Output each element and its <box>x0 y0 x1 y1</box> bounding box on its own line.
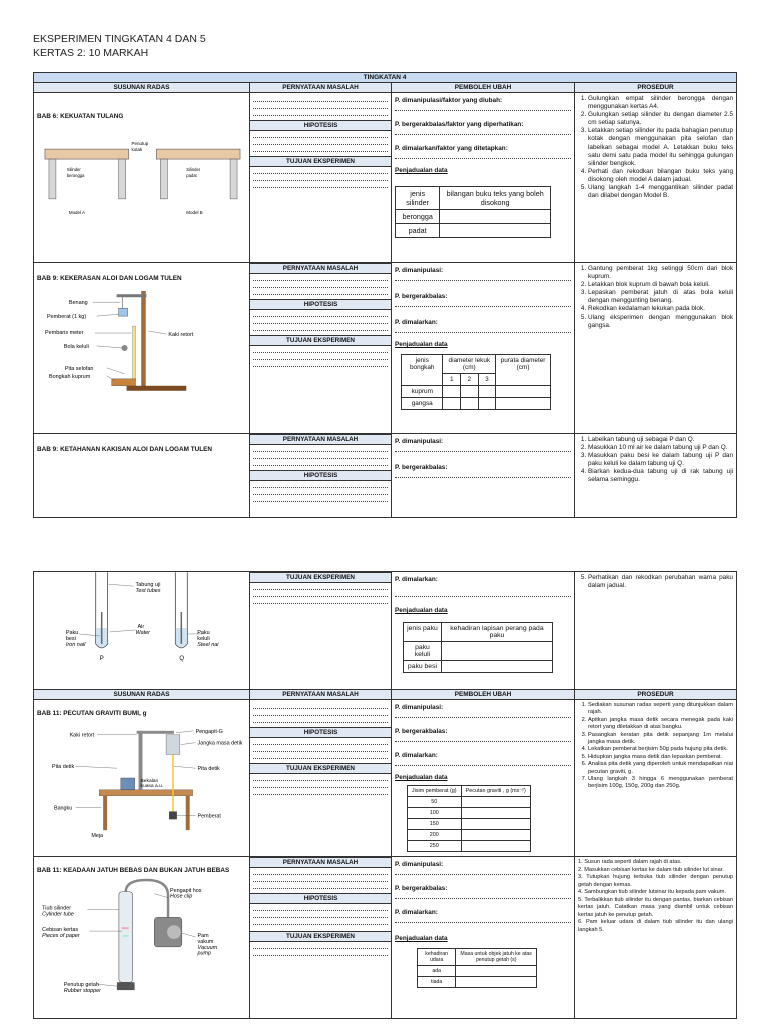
prosedur-list <box>578 95 733 200</box>
prosedur-step: 5. Ulang langkah 1-4 menggantikan silinder padat dan dilabel dengan Model B. <box>588 184 733 200</box>
fig-label-pita-detik: Pita detik <box>197 766 220 773</box>
fig-label-tabung: Tabung uji <box>135 582 161 589</box>
prosedur-step: 3. Pasangkan keratan pita detik sepanjang 1m melalui jangka masa detik. <box>588 732 733 747</box>
fig-label-paku: Paku <box>197 629 210 636</box>
pu-manipulasi: P. dimanipulasi: <box>395 267 444 274</box>
pu-bergerakbalas: P. bergerakbalas: <box>395 728 448 735</box>
prosedur-step: 7. Ulang langkah 3 hingga 6 menggunakan pemberat berjisim 100g, 150g, 200g dan 250g. <box>588 776 733 791</box>
fig-label-bangku: Bangku <box>53 805 73 812</box>
fig-label-kotak: kotak <box>131 147 143 153</box>
experiment-table-2 <box>33 571 737 1019</box>
prosedur-step: 3. Tutupkan hujung terbuka tiub silinder dengan penutup getah dengan kemas. <box>578 874 733 888</box>
prosedur-step: 4. Lekatkan pemberat berjisim 50g pada hujung pita detik. <box>588 746 733 753</box>
table-cell: 250 <box>408 841 462 852</box>
table-header: Pecutan graviti , g (ms⁻²) <box>461 786 531 797</box>
fig-label-penutup: Penutup getah <box>63 982 99 989</box>
table-header: purata diameter (cm) <box>496 355 551 386</box>
fig-label-paku: Paku <box>65 629 79 636</box>
chapter-title: BAB 11: KEADAAN JATUH BEBAS DAN BUKAN JATUH BEBAS <box>37 867 230 874</box>
pernyataan-label: PERNYATAAN MASALAH <box>250 434 391 445</box>
prosedur-list <box>578 574 733 590</box>
prosedur-step: 4. Biarkan kedua-dua tabung uji di rak tabung uji selama seminggu. <box>588 468 733 484</box>
prosedur-cell <box>575 572 737 690</box>
pernyataan-cell <box>250 434 392 518</box>
fig-label-air: Air <box>137 623 145 630</box>
col-header-susunan: SUSUNAN RADAS <box>34 83 250 93</box>
pernyataan-label: PERNYATAAN MASALAH <box>250 857 391 868</box>
fig-label-pita-detik: Pita detik <box>52 764 75 771</box>
table-header: bilangan buku teks yang boleh disokong <box>440 187 551 210</box>
prosedur-step: 2. Apitkan jangka masa detik secara menegak pada kaki retort yang diletakkan di atas bangku. <box>588 717 733 732</box>
hipotesis-label: HIPOTESIS <box>250 120 391 131</box>
bone-strength-figure <box>37 124 246 224</box>
prosedur-list <box>578 859 733 934</box>
prosedur-step: 2. Masukkan 10 ml air ke dalam tabung uji P dan Q. <box>588 444 733 452</box>
fig-label-padat: padat <box>186 172 197 178</box>
table-cell: 200 <box>408 830 462 841</box>
experiment-table-1 <box>33 72 737 518</box>
table-header: jenis bongkah <box>402 355 443 386</box>
table-cell: padat <box>396 224 440 238</box>
pu-dimalarkan: P. dimalarkan/faktor yang ditetapkan: <box>395 145 508 152</box>
fig-label-cebisan: Cebisan kertas <box>42 927 79 934</box>
fig-label-vacuum: Vacuum <box>197 944 218 951</box>
prosedur-step: 1. Gantung pemberat 1kg setinggi 50cm dari blok kuprum. <box>588 265 733 281</box>
data-table <box>417 948 537 988</box>
pemboleh-cell <box>392 857 575 1019</box>
row-bab9-kekerasan <box>34 263 737 434</box>
tujuan-label: TUJUAN EKSPERIMEN <box>250 335 391 346</box>
col-header-prosedur: PROSEDUR <box>575 83 737 93</box>
table-header: kehadiran udara <box>418 949 456 966</box>
table-header: Masa untuk objek jatuh ke atas penutup getah (s) <box>456 949 537 966</box>
penjadualan-label: Penjadualan data <box>395 935 448 942</box>
fig-label-pam: Pam <box>197 933 209 939</box>
page-title: EKSPERIMEN TINGKATAN 4 DAN 5 <box>33 33 206 45</box>
fig-label-model-b: Model B <box>186 209 203 215</box>
chapter-title: BAB 9: KEKERASAN ALOI DAN LOGAM TULEN <box>37 275 182 282</box>
prosedur-step: 5. Hidupkan jangka masa detik dan lepaskan pemberat. <box>588 754 733 761</box>
table-cell: paku besi <box>404 661 442 673</box>
prosedur-step: 5. Ulang eksperimen dengan menggunakan blok gangsa. <box>588 314 733 330</box>
penjadualan-label: Penjadualan data <box>395 341 448 348</box>
page-subtitle: KERTAS 2: 10 MARKAH <box>33 47 149 59</box>
pemboleh-cell <box>392 263 575 434</box>
table-cell: 50 <box>408 797 462 808</box>
fig-label-pita: Pita selofan <box>64 365 94 372</box>
prosedur-step: 5. Perhatikan dan rekodkan perubahan warna paku dalam jadual. <box>588 574 733 590</box>
prosedur-cell <box>575 857 737 1019</box>
prosedur-cell <box>575 434 737 518</box>
chapter-title: BAB 9: KETAHANAN KAKISAN ALOI DAN LOGAM TULEN <box>37 446 213 453</box>
corrosion-figure <box>34 572 249 672</box>
table-header: kehadiran lapisan perang pada paku <box>441 623 552 642</box>
chapter-title: BAB 11: PECUTAN GRAVITI BUMI, g <box>37 710 147 717</box>
pu-manipulasi: P. dimanipulasi: <box>395 861 444 868</box>
row-bab6 <box>34 93 737 263</box>
fig-label-silinder-b: Silinder <box>186 167 201 173</box>
data-table <box>401 354 551 410</box>
table-cell: kuprum <box>402 386 443 398</box>
prosedur-step: 5. Terbalikkan tiub silinder itu dengan pantas, biarkan cebisan kertas jatuh. Catatkan masa yang diambil untuk cebisan kertas jatuh ke penutup getah. <box>578 896 733 918</box>
fig-label-jangka: Jangka masa detik <box>197 740 243 747</box>
prosedur-step: 3. Masukkan paku besi ke dalam tabung uji P dan paku keluli ke dalam tabung uji Q. <box>588 452 733 468</box>
prosedur-step: 3. Letakkan setiap silinder itu pada bahagian penutup kotak dengan menggunakan pita selofan dan labelkan sebagai model A. Letakkan buku teks satu demi satu pada model itu sehingga gulungan silinder bengkok. <box>588 127 733 167</box>
pu-manipulasi: P. dimanipulasi/faktor yang diubah: <box>395 97 503 104</box>
row-bab11-jatuh-bebas <box>34 857 737 1019</box>
hipotesis-label: HIPOTESIS <box>250 299 391 310</box>
pu-bergerakbalas: P. bergerakbalas: <box>395 293 448 300</box>
penjadualan-label: Penjadualan data <box>395 774 448 781</box>
fig-label-pump: pump <box>197 950 212 957</box>
table-header: Jisim pemberat (g) <box>408 786 462 797</box>
hipotesis-label: HIPOTESIS <box>250 893 391 904</box>
susunan-cell <box>34 700 250 857</box>
table-header: 3 <box>478 374 496 386</box>
fig-label-rubber-stopper: Rubber stopper <box>63 988 101 995</box>
fig-label-model-a: Model A <box>68 209 86 215</box>
table-cell: paku keluli <box>404 642 442 661</box>
fig-label-keluli: keluli <box>197 635 210 642</box>
tujuan-label: TUJUAN EKSPERIMEN <box>250 763 391 774</box>
table-header: jenis paku <box>404 623 442 642</box>
susunan-cell <box>34 857 250 1019</box>
susunan-cell <box>34 572 250 690</box>
row-bab9-kakisan-cont <box>34 572 737 690</box>
col-header-pernyataan: PERNYATAAN MASALAH <box>250 690 392 700</box>
pemboleh-cell <box>392 700 575 857</box>
table-header: 2 <box>461 374 479 386</box>
prosedur-step: 2. Letakkan blok kuprum di bawah bola keluli. <box>588 281 733 289</box>
pu-dimalarkan: P. dimalarkan: <box>395 909 438 916</box>
fig-label-p: P <box>99 655 104 662</box>
table-cell: berongga <box>396 210 440 224</box>
susunan-cell <box>34 93 250 263</box>
prosedur-step: 1. Susun rada seperti dalam rajah di atas. <box>578 859 682 865</box>
fig-label-pemberat: Pemberat (1 kg) <box>46 314 87 321</box>
fig-label-pengapit-hos: Pengapit hos <box>170 887 202 894</box>
data-table <box>403 622 553 673</box>
pu-dimalarkan: P. dimalarkan: <box>395 319 438 326</box>
hipotesis-label: HIPOTESIS <box>250 727 391 738</box>
row-bab11-pecutan <box>34 700 737 857</box>
prosedur-step: 2. Gulungkan setiap silinder itu dengan diameter 2.5 cm setiap satunya. <box>588 111 733 127</box>
tujuan-label: TUJUAN EKSPERIMEN <box>250 156 391 167</box>
table-cell: 100 <box>408 808 462 819</box>
fig-label-pengapit: Pengapit-G <box>195 728 223 735</box>
pu-manipulasi: P. dimanipulasi: <box>395 704 444 711</box>
tujuan-label: TUJUAN EKSPERIMEN <box>250 931 391 942</box>
pu-dimalarkan: P. dimalarkan: <box>395 752 438 759</box>
pernyataan-cell <box>250 857 392 1019</box>
table-cell: gangsa <box>402 398 443 410</box>
pu-bergerakbalas: P. bergerakbalas: <box>395 464 448 471</box>
pu-dimalarkan: P. dimalarkan: <box>395 576 438 583</box>
pu-bergerakbalas: P. bergerakbalas: <box>395 885 448 892</box>
prosedur-step: 4. Perhati dan rekodkan bilangan buku teks yang disokong oleh model A dalam jadual. <box>588 168 733 184</box>
pernyataan-cell <box>250 572 392 690</box>
chapter-title: BAB 6: KEKUATAN TULANG <box>37 113 124 120</box>
pemboleh-cell <box>392 93 575 263</box>
fig-label-bola: Bola keluli <box>63 343 89 350</box>
data-table <box>395 186 551 238</box>
pernyataan-cell <box>250 93 392 263</box>
table-cell: 150 <box>408 819 462 830</box>
prosedur-list <box>578 436 733 485</box>
pernyataan-cell <box>250 700 392 857</box>
table-cell: ada <box>418 966 456 977</box>
prosedur-step: 1. Gulungkan empat silinder berongga dengan menggunakan kertas A4. <box>588 95 733 111</box>
fig-label-silinder-a: Silinder <box>66 167 81 173</box>
fig-label-pembaris: Pembaris meter <box>44 330 84 337</box>
fig-label-bongkah: Bongkah kuprum <box>48 373 91 380</box>
prosedur-step: 4. Rekodkan kedalaman lekukan pada blok. <box>588 305 733 313</box>
fig-label-hose-clip: Hose clip <box>170 893 193 900</box>
prosedur-step: 4. Sambungkan tiub silinder lutsinar itu kepada pam vakum. <box>578 889 727 895</box>
hardness-figure <box>37 286 246 396</box>
fig-label-pemberat: Pemberat <box>197 813 221 820</box>
fig-label-kaki-retort: Kaki retort <box>168 332 194 339</box>
fig-label-steel-nail: Steel nai <box>197 641 219 648</box>
col-header-pernyataan: PERNYATAAN MASALAH <box>250 83 392 93</box>
prosedur-step: 6. Pam keluar udara di dalam tiub silinder itu dan ulangi langkah 5. <box>578 919 733 933</box>
fig-label-test-tubes: Test tubes <box>135 588 161 595</box>
penjadualan-label: Penjadualan data <box>395 607 448 614</box>
col-header-pemboleh: PEMBOLEH UBAH <box>392 690 575 700</box>
row-bab9-kakisan <box>34 434 737 518</box>
prosedur-step: 3. Lepaskan pemberat jatuh di atas bola keluli dengan menggunting benang. <box>588 289 733 305</box>
susunan-cell <box>34 434 250 518</box>
fig-label-besi: besi <box>65 635 76 642</box>
fig-label-water: Water <box>135 629 151 636</box>
prosedur-step: 2. Masukkan cebisan kertas ke dalam tiub silinder lut sinar. <box>578 866 724 873</box>
pu-manipulasi: P. dimanipulasi: <box>395 438 444 445</box>
fig-label-berongga: berongga <box>66 172 85 178</box>
data-table <box>407 785 531 852</box>
pernyataan-cell <box>250 263 392 434</box>
table-header: diameter lekuk (cm) <box>443 355 496 374</box>
prosedur-step: 1. Sediakan susunan radas seperti yang ditunjukkan dalam rajah. <box>588 702 733 717</box>
prosedur-cell <box>575 263 737 434</box>
prosedur-list <box>578 702 733 791</box>
prosedur-cell <box>575 700 737 857</box>
fig-label-vakum: vakum <box>197 938 214 945</box>
prosedur-step: 6. Analisa pita detik yang diperoleh untuk mendapatkan niai pecutan graviti, g. <box>588 761 733 776</box>
prosedur-step: 1. Labelkan tabung uji sebagai P dan Q. <box>588 436 733 444</box>
table-header: 1 <box>443 374 461 386</box>
fig-label-q: Q <box>179 655 184 662</box>
susunan-cell <box>34 263 250 434</box>
fig-label-cylinder-tube: Cylinder tube <box>42 911 74 918</box>
prosedur-cell <box>575 93 737 263</box>
pu-bergerakbalas: P. bergerakbalas/faktor yang diperhatikan: <box>395 121 524 128</box>
fig-label-kaki-retort: Kaki retort <box>69 732 95 739</box>
fig-label-iron-nail: Iron nail <box>65 641 86 648</box>
penjadualan-label: Penjadualan data <box>395 167 448 174</box>
pernyataan-label: PERNYATAAN MASALAH <box>250 263 391 274</box>
fig-label-kuasa: kuasa a.u. <box>140 783 164 789</box>
table-cell: tiada <box>418 977 456 988</box>
col-header-pemboleh: PEMBOLEH UBAH <box>392 83 575 93</box>
col-header-susunan: SUSUNAN RADAS <box>34 690 250 700</box>
free-fall-figure <box>37 878 246 996</box>
pemboleh-cell <box>392 434 575 518</box>
table-header: jenis silinder <box>396 187 440 210</box>
prosedur-list <box>578 265 733 330</box>
fig-label-meja: Meja <box>91 833 104 839</box>
tingkatan-header: TINGKATAN 4 <box>34 73 737 83</box>
tujuan-label: TUJUAN EKSPERIMEN <box>250 572 391 583</box>
fig-label-bekalan: Bekalan <box>140 778 159 784</box>
fig-label-pieces-paper: Pieces of paper <box>42 933 80 939</box>
pemboleh-cell <box>392 572 575 690</box>
fig-label-benang: Benang <box>68 300 88 307</box>
hipotesis-label: HIPOTESIS <box>250 470 391 481</box>
fig-label-tiub: Tiub silinder <box>42 905 72 912</box>
fig-label-penutup: Penutup <box>131 141 149 147</box>
col-header-prosedur: PROSEDUR <box>575 690 737 700</box>
gravity-figure <box>37 721 246 839</box>
